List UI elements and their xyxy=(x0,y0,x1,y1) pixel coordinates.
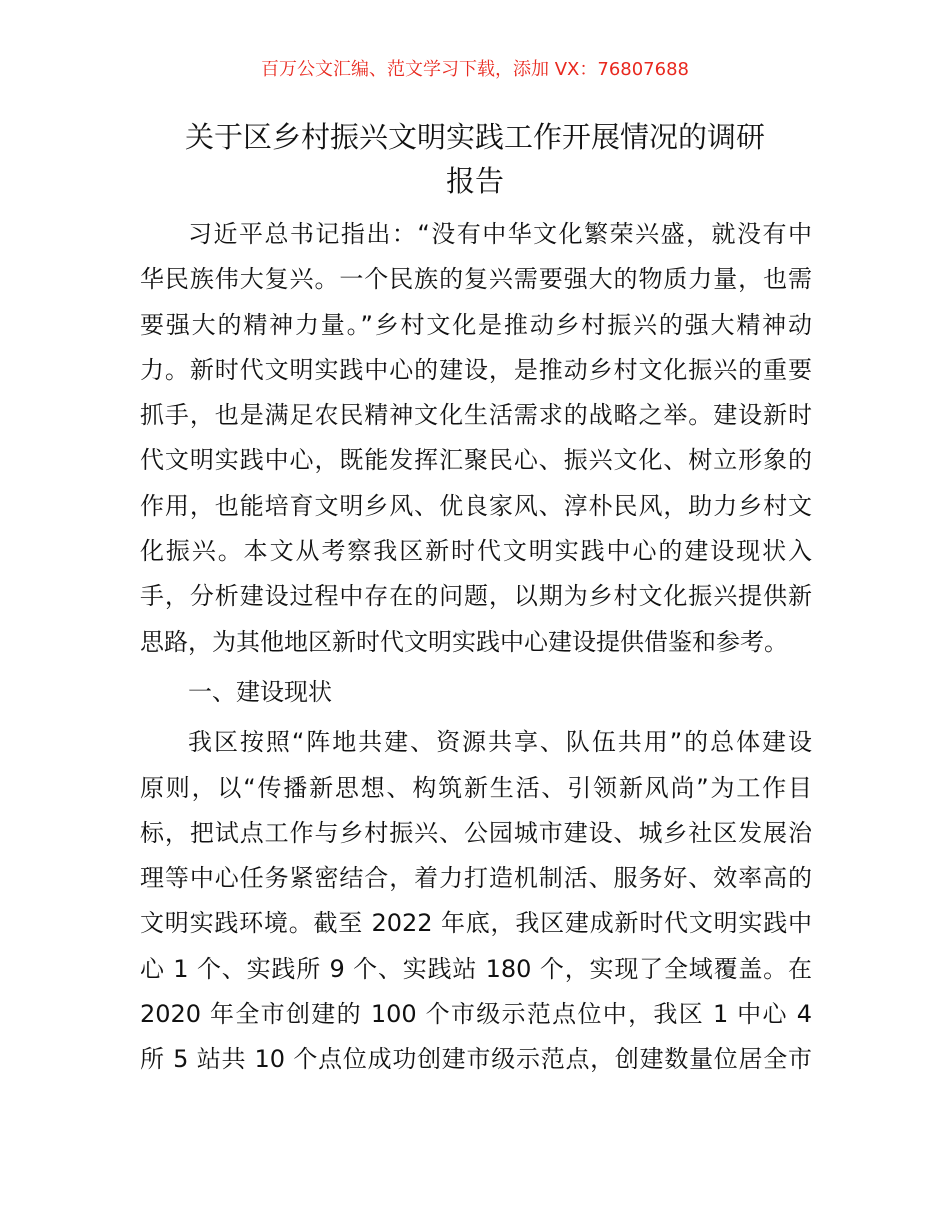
text-line: 华民族伟大复兴。一个民族的复兴需要强大的物质力量，也需 xyxy=(140,265,812,294)
text-line: 原则，以“传播新思想、构筑新生活、引领新风尚”为工作目 xyxy=(140,773,812,802)
paragraph-intro xyxy=(140,212,812,665)
text-line: 文明实践环境。截至 2022 年底，我区建成新时代文明实践中 xyxy=(140,909,812,938)
text-line: 代文明实践中心，既能发挥汇聚民心、振兴文化、树立形象的 xyxy=(140,446,812,475)
text-line: 理等中心任务紧密结合，着力打造机制活、服务好、效率高的 xyxy=(140,864,812,893)
text-line: 习近平总书记指出：“没有中华文化繁荣兴盛，就没有中 xyxy=(188,220,812,248)
text-line: 手，分析建设过程中存在的问题，以期为乡村文化振兴提供新 xyxy=(140,582,812,611)
document-body xyxy=(140,212,812,1083)
document-title xyxy=(140,115,810,203)
text-line: 作用，也能培育文明乡风、优良家风、淳朴民风，助力乡村文 xyxy=(140,491,812,520)
section-heading: 一、建设现状 xyxy=(188,677,332,706)
text-line: 抓手，也是满足农民精神文化生活需求的战略之举。建设新时 xyxy=(140,401,812,430)
text-line: 思路，为其他地区新时代文明实践中心建设提供借鉴和参考。 xyxy=(140,627,788,656)
title-line-1: 关于区乡村振兴文明实践工作开展情况的调研 xyxy=(184,120,765,154)
text-line: 化振兴。本文从考察我区新时代文明实践中心的建设现状入 xyxy=(140,537,812,566)
text-line: 心 1 个、实践所 9 个、实践站 180 个，实现了全域覆盖。在 xyxy=(140,954,812,983)
promo-header: 百万公文汇编、范文学习下载，添加 VX：76807688 xyxy=(261,59,689,80)
text-line: 标，把试点工作与乡村振兴、公园城市建设、城乡社区发展治 xyxy=(140,818,812,847)
title-line-2: 报告 xyxy=(445,164,504,198)
text-line: 要强大的精神力量。”乡村文化是推动乡村振兴的强大精神动 xyxy=(140,310,812,339)
text-line: 所 5 站共 10 个点位成功创建市级示范点，创建数量位居全市 xyxy=(140,1045,812,1074)
text-line: 我区按照“阵地共建、资源共享、队伍共用”的总体建设 xyxy=(188,728,812,757)
text-line: 2020 年全市创建的 100 个市级示范点位中，我区 1 中心 4 xyxy=(140,1000,812,1029)
text-line: 力。新时代文明实践中心的建设，是推动乡村文化振兴的重要 xyxy=(140,355,812,384)
paragraph-status xyxy=(140,720,812,1082)
